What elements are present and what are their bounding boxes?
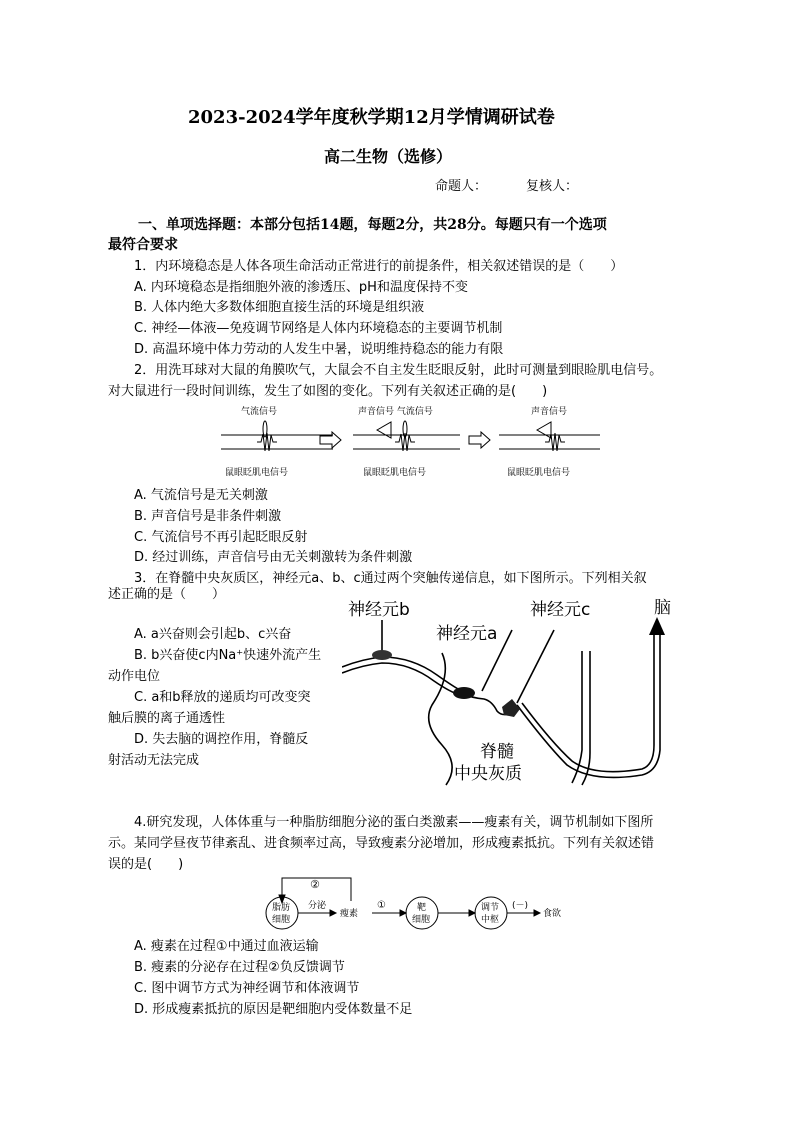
q2-fig-bottom-label-1: 鼠眼眨肌电信号 (225, 468, 289, 478)
q3-option-a: A. a兴奋则会引起b、c兴奋 (134, 627, 292, 642)
q4-fig-inhibit: (－) (512, 901, 529, 911)
q2-fig-panel3-label: 声音信号 (531, 407, 568, 417)
q4-fig-step1: ① (377, 900, 386, 911)
q3-option-d-cont: 射活动无法完成 (108, 753, 200, 768)
q4-stem: 4.研究发现，人体体重与一种脂肪细胞分泌的蛋白类激素——瘦素有关，调节机制如下图所 (134, 815, 654, 830)
q3-option-b-cont: 动作电位 (108, 669, 161, 684)
reviewer-label: 复核人： (526, 179, 579, 194)
q4-fig-leptin: 瘦素 (340, 909, 359, 919)
q4-fig-target-2: 细胞 (412, 915, 431, 925)
q4-fig-fat-2: 细胞 (272, 915, 291, 925)
q3-stem: 3．在脊髓中央灰质区，神经元a、b、c通过两个突触传递信息，如下图所示。下列相关叙 (134, 571, 647, 586)
q2-option-d: D. 经过训练，声音信号由无关刺激转为条件刺激 (134, 550, 413, 565)
q3-option-b: B. b兴奋使c内Na⁺快速外流产生 (134, 648, 322, 663)
q4-option-c: C. 图中调节方式为神经调节和体液调节 (134, 981, 360, 996)
brain-arrow (649, 617, 665, 635)
setter-label: 命题人： (435, 179, 488, 194)
q2-option-c: C. 气流信号不再引起眨眼反射 (134, 530, 308, 545)
q1-option-d: D. 高温环境中体力劳动的人发生中暑，说明维持稳态的能力有限 (134, 342, 504, 357)
q4-fig-fat-1: 脂肪 (272, 903, 291, 913)
q2-fig-panel2-label: 声音信号 气流信号 (358, 407, 433, 417)
neuron-b-synapse (372, 650, 392, 660)
section-heading-cont: 最符合要求 (108, 237, 178, 253)
q2-fig-bottom-label-3: 鼠眼眨肌电信号 (507, 468, 571, 478)
q1-stem: 1．内环境稳态是人体各项生命活动正常进行的前提条件，相关叙述错误的是（ ） (134, 259, 624, 274)
q1-option-a: A. 内环境稳态是指细胞外液的渗透压、pH和温度保持不变 (134, 280, 468, 295)
q4-fig-loop-label: ② (310, 878, 320, 891)
section-heading: 一、单项选择题：本部分包括14题，每题2分，共28分。每题只有一个选项 (138, 217, 607, 233)
q4-stem-cont-2: 误的是( ) (108, 857, 184, 872)
q2-option-a: A. 气流信号是无关刺激 (134, 488, 268, 503)
q4-option-a: A. 瘦素在过程①中通过血液运输 (134, 939, 319, 954)
q3-fig-brain: 脑 (654, 598, 671, 618)
q4-stem-cont: 示。某同学昼夜节律紊乱、进食频率过高，导致瘦素分泌增加，形成瘦素抵抗。下列有关叙述错 (108, 836, 655, 851)
q3-option-d: D. 失去脑的调控作用，脊髓反 (134, 732, 309, 747)
q3-fig-neuron-b: 神经元b (348, 600, 410, 620)
q4-fig-target-1: 靶 (417, 903, 427, 913)
q4-fig-center-1: 调节 (481, 903, 500, 913)
q2-stem: 2．用洗耳球对大鼠的角膜吹气，大鼠会不自主发生眨眼反射，此时可测量到眼睑肌电信号。 (134, 363, 663, 378)
exam-title: 2023-2024学年度秋学期12月学情调研试卷 (188, 107, 555, 128)
q3-spinal-cord-figure (342, 595, 690, 795)
q1-option-c: C. 神经—体液—免疫调节网络是人体内环境稳态的主要调节机制 (134, 321, 503, 336)
q3-fig-spinal-1: 脊髓 (480, 742, 514, 762)
exam-subtitle: 高二生物（选修） (324, 147, 453, 166)
q3-fig-spinal-2: 中央灰质 (454, 764, 522, 784)
q1-option-b: B. 人体内绝大多数体细胞直接生活的环境是组织液 (134, 300, 425, 315)
q4-fig-center-2: 中枢 (481, 915, 500, 925)
q4-fig-secrete: 分泌 (308, 901, 327, 911)
q3-fig-neuron-a: 神经元a (436, 624, 498, 644)
neuron-a-body (453, 687, 475, 699)
q4-fig-appetite: 食欲 (543, 909, 562, 919)
q2-fig-bottom-label-2: 鼠眼眨肌电信号 (363, 468, 427, 478)
q3-option-c-cont: 触后膜的离子通透性 (108, 711, 226, 726)
q3-stem-cont: 述正确的是（ ） (108, 587, 226, 602)
q4-leptin-regulation-figure (260, 873, 570, 935)
q2-option-b: B. 声音信号是非条件刺激 (134, 509, 282, 524)
q2-eyeblink-figure (215, 402, 605, 484)
q4-option-d: D. 形成瘦素抵抗的原因是靶细胞内受体数量不足 (134, 1002, 413, 1017)
q4-option-b: B. 瘦素的分泌存在过程②负反馈调节 (134, 960, 345, 975)
q2-stem-cont: 对大鼠进行一段时间训练，发生了如图的变化。下列有关叙述正确的是( ) (108, 384, 548, 399)
q2-fig-panel1-label: 气流信号 (241, 407, 278, 417)
q3-option-c: C. a和b释放的递质均可改变突 (134, 690, 311, 705)
q3-fig-neuron-c: 神经元c (530, 600, 591, 620)
